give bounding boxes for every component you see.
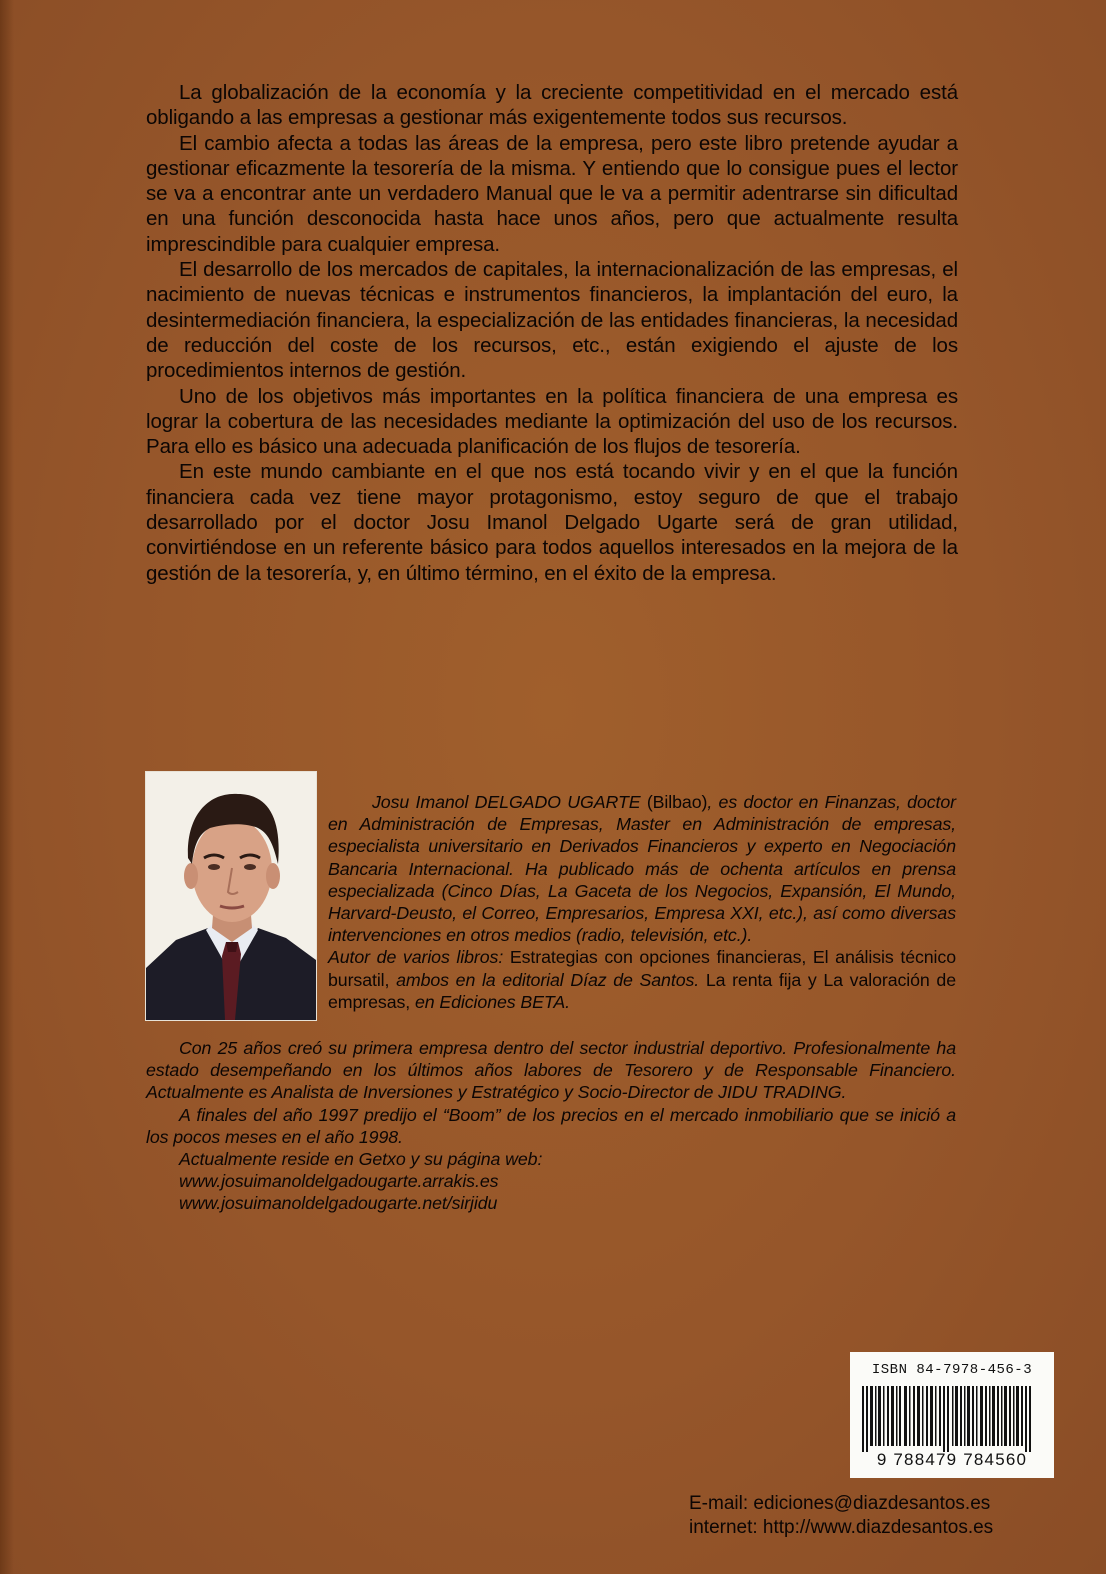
intro-paragraph-2: El cambio afecta a todas las áreas de la empresa, pero este libro pretende ayudar a gestionar eficazmente la tesorería de la misma. Y entiendo que lo consigue pues el lector se va a encontrar ante un verdadero Manual que le va a permitir adentrarse sin dificultad en una función desconocida hasta hace unos años, pero que actualmente resulta imprescindible para cualquier empresa. [146, 131, 958, 256]
author-website-2: www.josuimanoldelgadougarte.net/sirjidu [179, 1193, 498, 1214]
author-prediction: A finales del año 1997 predijo el “Boom” de los precios en el mercado inmobiliario que se inició a los pocos meses en el año 1998. [146, 1104, 956, 1147]
author-residence: Actualmente reside en Getxo y su página web: [179, 1149, 543, 1170]
books-publisher-2: en Ediciones BETA. [414, 991, 570, 1012]
author-bio-paragraph [328, 791, 956, 946]
author-origin: (Bilbao) [646, 792, 708, 812]
publisher-email: E-mail: ediciones@diazdesantos.es [689, 1493, 991, 1514]
author-website-1: www.josuimanoldelgadougarte.arrakis.es [179, 1171, 499, 1192]
cover-spine-shadow [0, 0, 14, 1574]
author-name: Josu Imanol DELGADO UGARTE [372, 792, 641, 812]
isbn-number: ISBN 84-7978-456-3 [871, 1362, 1033, 1378]
author-career: Con 25 años creó su primera empresa dentro del sector industrial deportivo. Profesionalmente ha estado desempeñando en los últimos años labores de Tesorero y de Responsable Financiero. Actualmente es Analista de Inversiones y Estratégico y Socio-Director de JIDU TRADING. [146, 1038, 956, 1103]
author-bio-continued [146, 1037, 956, 1215]
publisher-contact [689, 1492, 993, 1540]
books-publisher-1: ambos en la editorial Díaz de Santos. [396, 969, 706, 990]
intro-text-block [146, 80, 958, 586]
isbn-barcode [850, 1352, 1054, 1478]
book-titles-2: La renta fija y La valoración de empresas, [328, 969, 956, 1012]
author-bio-side [328, 791, 956, 1013]
publisher-website: internet: http://www.diazdesantos.es [689, 1517, 994, 1538]
intro-paragraph-3: El desarrollo de los mercados de capitales, la internacionalización de las empresas, el nacimiento de nuevas técnicas e instrumentos financieros, la implantación del euro, la desintermediación financiera, la especialización de las entidades financieras, la necesidad de reducción del coste de los recursos, etc., están exigiendo el ajuste de los procedimientos internos de gestión. [146, 258, 958, 383]
book-titles-1: Estrategias con opciones financieras, El análisis técnico bursatil, [328, 947, 956, 990]
author-photo [145, 771, 317, 1021]
ean-number: 9 788479 784560 [876, 1450, 1028, 1469]
intro-paragraph-5: En este mundo cambiante en el que nos está tocando vivir y en el que la función financiera cada vez tiene mayor protagonismo, estoy seguro de que el trabajo desarrollado por el doctor Josu Imanol Delgado Ugarte será de gran utilidad, convirtiéndose en un referente básico para todos aquellos interesados en la mejora de la gestión de la tesorería, y, en último término, en el éxito de la empresa. [146, 460, 958, 585]
author-books-paragraph [328, 946, 956, 1013]
books-intro: Autor de varios libros: [328, 947, 510, 968]
intro-paragraph-4: Uno de los objetivos más importantes en la política financiera de una empresa es lograr la cobertura de las necesidades mediante la optimización del uso de los recursos. Para ello es básico una adecuada planificación de los flujos de tesorería. [146, 384, 958, 459]
author-credentials: , es doctor en Finanzas, doctor en Administración de Empresas, Master en Administración de empresas, especialista universitario en Derivados Financieros y experto en Negociación Bancaria Internacional. Ha publicado más de ochenta artículos en prensa especializada (Cinco Días, La Gaceta de los Negocios, Expansión, El Mundo, Harvard-Deusto, el Correo, Empresarios, Empresa XXI, etc.), así como diversas intervenciones en otros medios (radio, televisión, etc.). [328, 792, 956, 946]
barcode-bars-icon [862, 1386, 1042, 1452]
intro-paragraph-1: La globalización de la economía y la creciente competitividad en el mercado está obligando a las empresas a gestionar más exigentemente todos sus recursos. [146, 81, 958, 130]
author-portrait-illustration [146, 772, 316, 1020]
